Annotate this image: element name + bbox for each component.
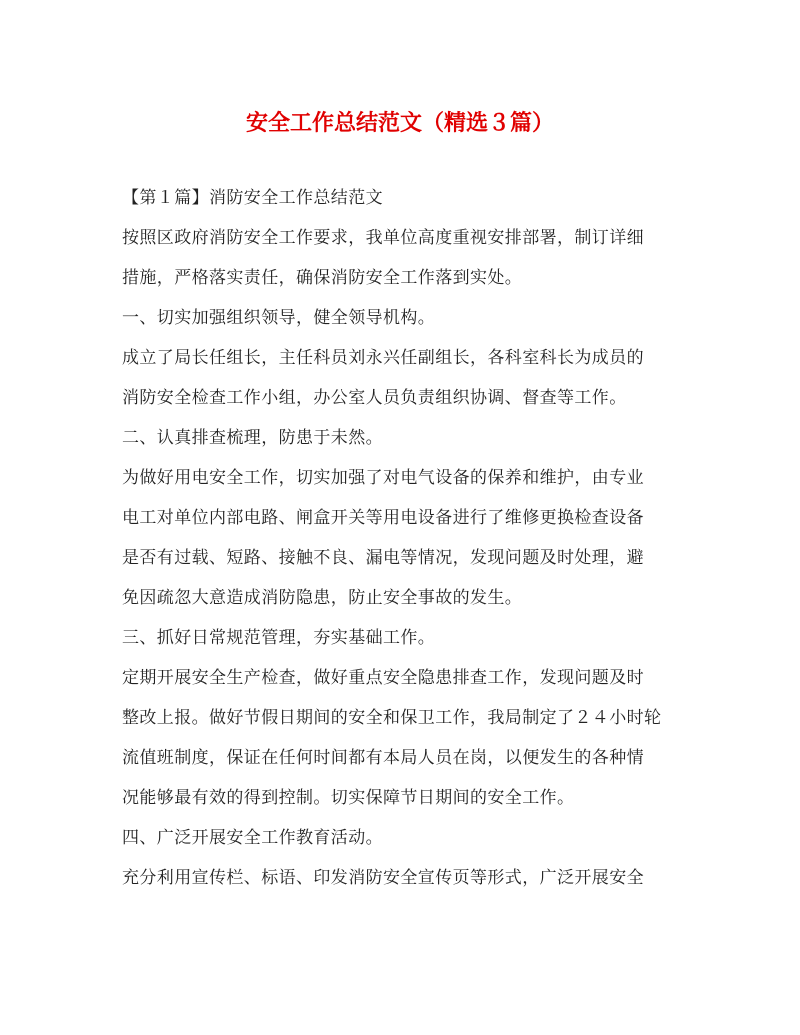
section-heading-3: 三、抓好日常规范管理，夯实基础工作。 xyxy=(122,628,436,648)
section-heading-part-1: 【第１篇】消防安全工作总结范文 xyxy=(122,188,383,208)
body-line: 整改上报。做好节假日期间的安全和保卫工作，我局制定了２４小时轮 xyxy=(122,708,662,728)
body-line: 定期开展安全生产检查，做好重点安全隐患排查工作，发现问题及时 xyxy=(122,668,644,688)
body-line: 为做好用电安全工作，切实加强了对电气设备的保养和维护，由专业 xyxy=(122,468,644,488)
body-line: 况能够最有效的得到控制。切实保障节日期间的安全工作。 xyxy=(122,788,575,808)
document-title: 安全工作总结范文（精选３篇） xyxy=(245,110,554,136)
body-line: 流值班制度，保证在任何时间都有本局人员在岗，以便发生的各种情 xyxy=(122,748,644,768)
body-line: 成立了局长任组长，主任科员刘永兴任副组长，各科室科长为成员的 xyxy=(122,348,644,368)
section-heading-4: 四、广泛开展安全工作教育活动。 xyxy=(122,828,383,848)
section-heading-1: 一、切实加强组织领导，健全领导机构。 xyxy=(122,308,436,328)
body-line: 电工对单位内部电路、闸盒开关等用电设备进行了维修更换检查设备 xyxy=(122,508,644,528)
document-body xyxy=(122,178,682,898)
body-line: 免因疏忽大意造成消防隐患，防止安全事故的发生。 xyxy=(122,588,523,608)
body-line: 充分利用宣传栏、标语、印发消防安全宣传页等形式，广泛开展安全 xyxy=(122,868,644,888)
section-heading-2: 二、认真排查梳理，防患于未然。 xyxy=(122,428,383,448)
body-line: 按照区政府消防安全工作要求，我单位高度重视安排部署，制订详细 xyxy=(122,228,644,248)
body-line: 消防安全检查工作小组，办公室人员负责组织协调、督查等工作。 xyxy=(122,388,627,408)
body-line: 是否有过载、短路、接触不良、漏电等情况，发现问题及时处理，避 xyxy=(122,548,644,568)
body-line: 措施，严格落实责任，确保消防安全工作落到实处。 xyxy=(122,268,523,288)
